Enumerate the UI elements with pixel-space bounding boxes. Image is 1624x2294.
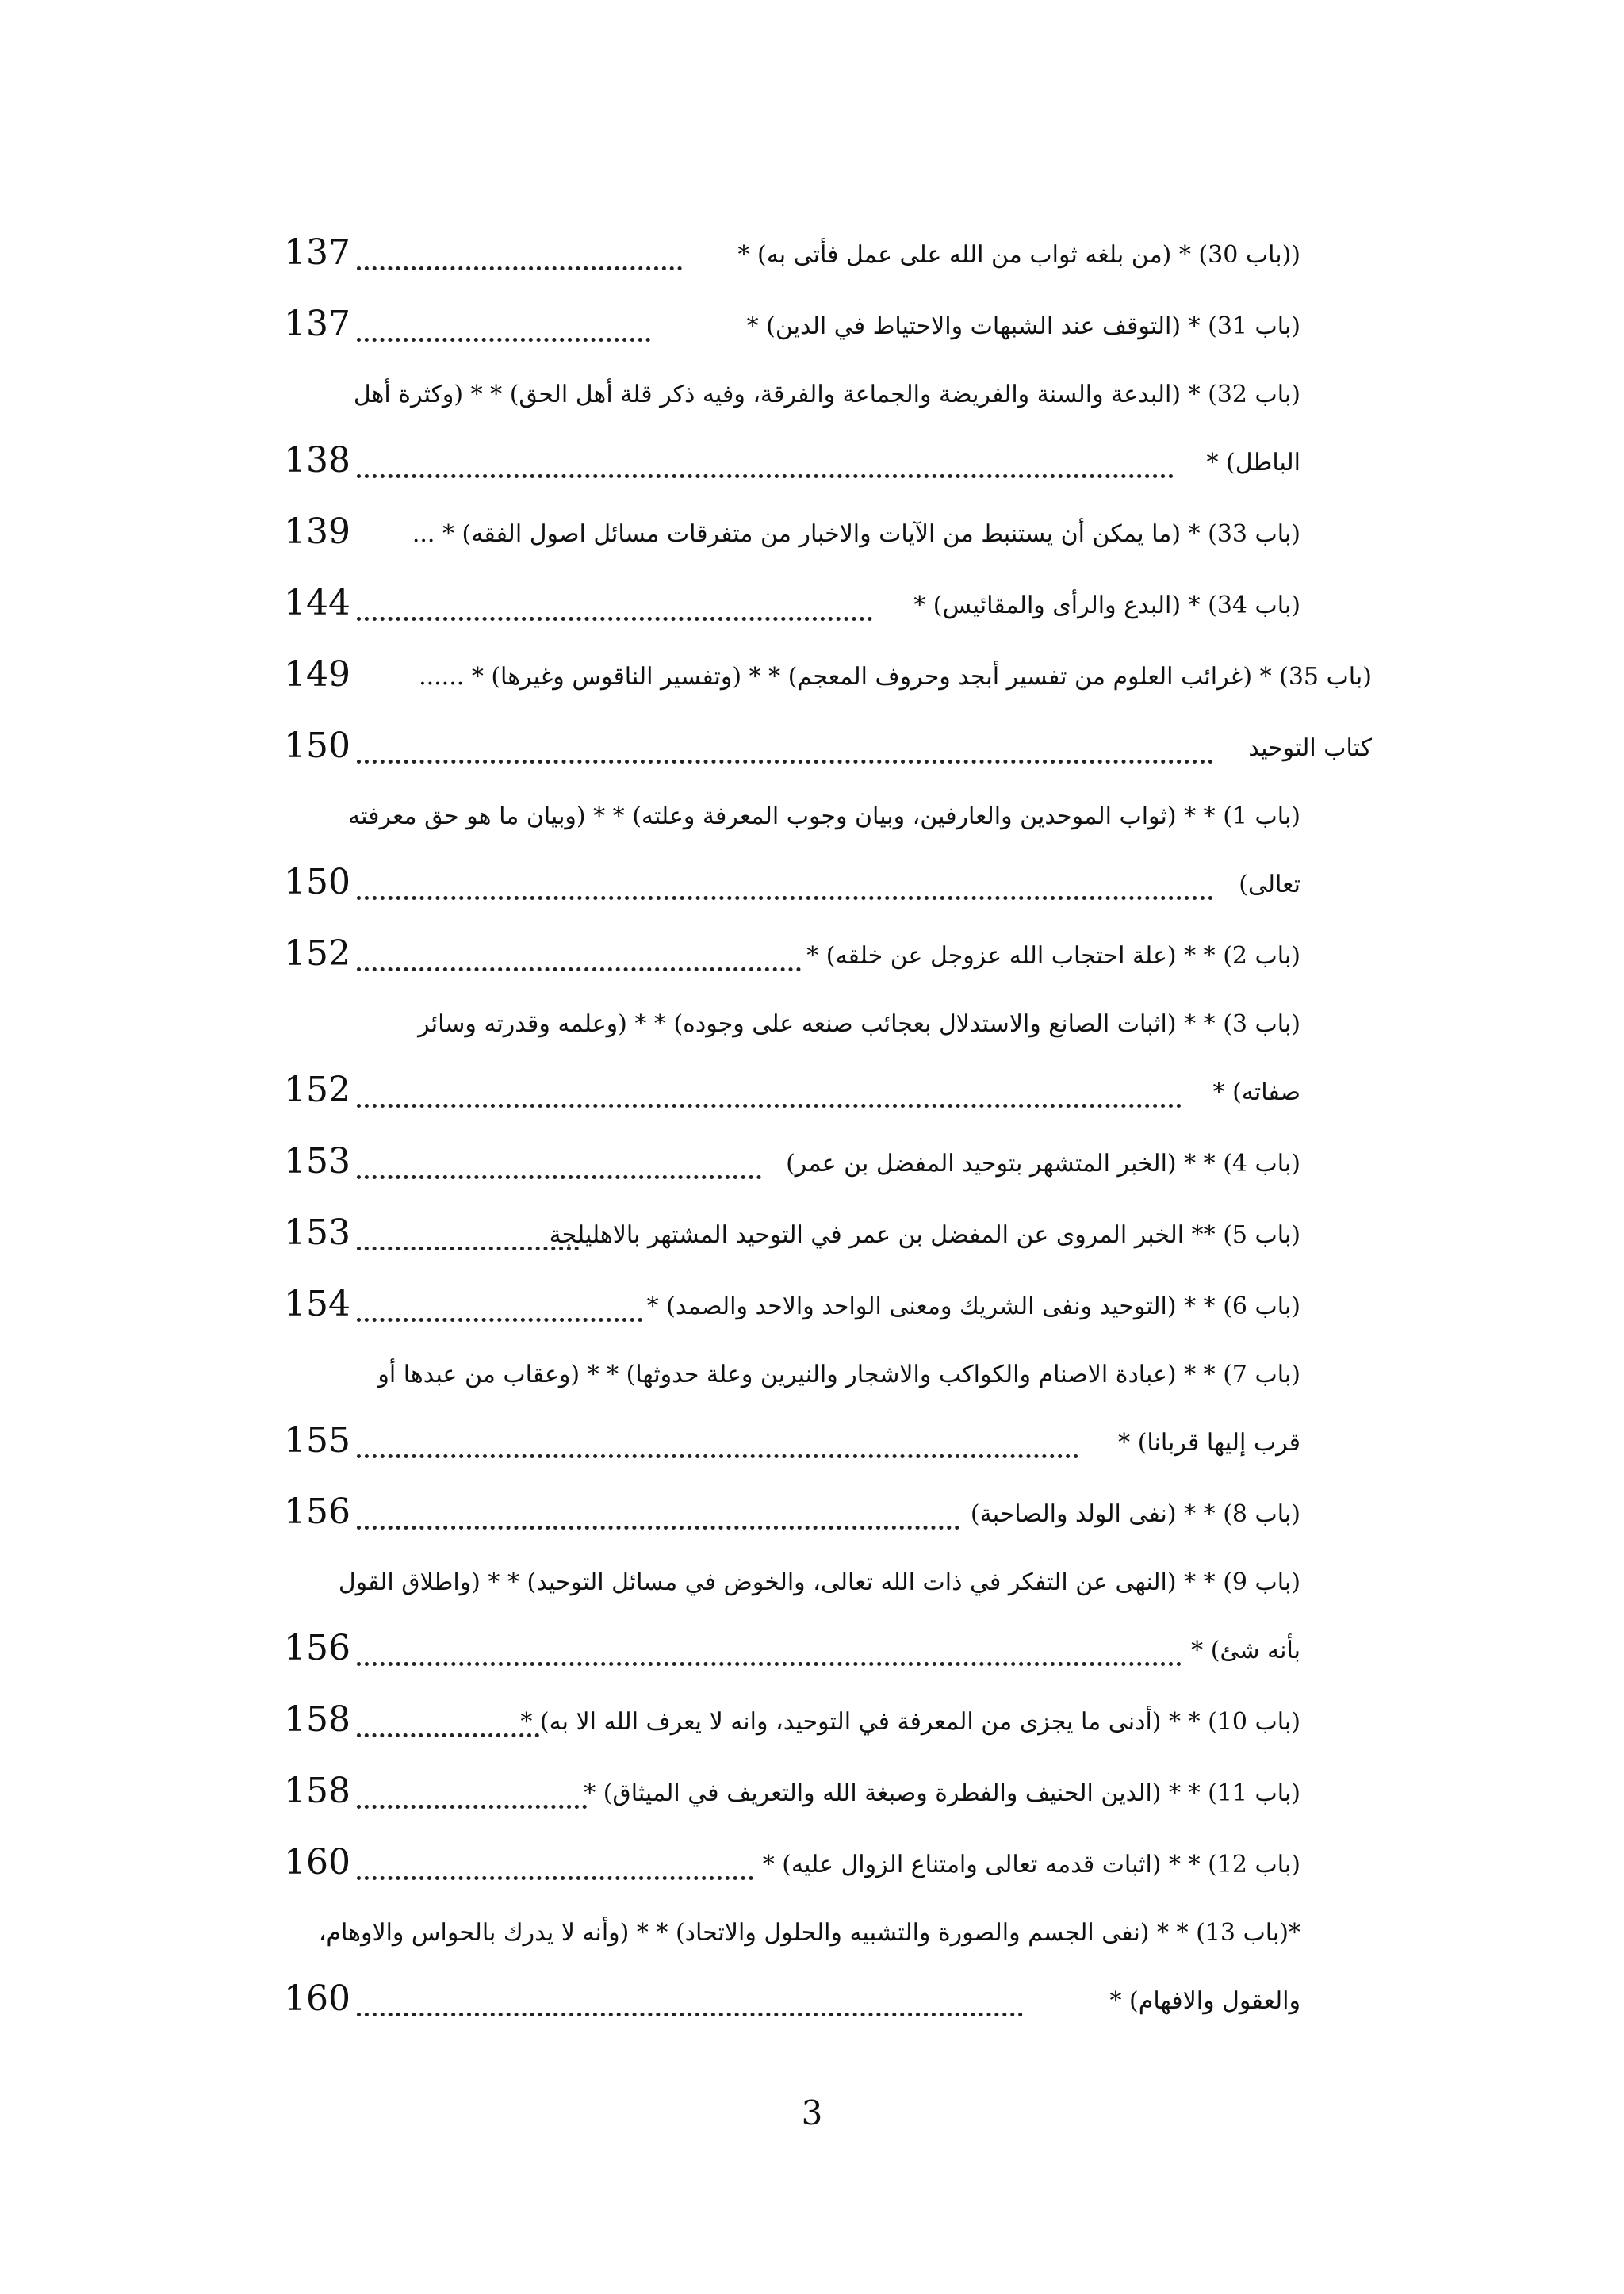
toc-entry-title: (باب 32) * (البدعة والسنة والفريضة والجماعة والفرقة، وفيه ذكر قلة أهل الحق) * * (وكثرة أهل	[353, 381, 1300, 408]
toc-entry-title: (باب 7) * * (عبادة الاصنام والكواكب والاشجار والنيرين وعلة حدوثها) * * (وعقاب من عبدها أو	[377, 1361, 1300, 1388]
toc-entry-title: (باب 6) * * (التوحيد ونفى الشريك ومعنى الواحد والاحد والصمد) *	[646, 1293, 1300, 1320]
toc-entry[interactable]	[278, 1691, 1340, 1762]
toc-entry-title: (باب 8) * * (نفى الولد والصاحبة)	[970, 1500, 1300, 1528]
toc-entry-title-cont: صفاته) *	[1212, 1078, 1300, 1106]
toc-line	[278, 1483, 1340, 1554]
toc-entry-title: كتاب التوحيد	[1248, 734, 1372, 762]
toc-entry-title: (باب 31) * (التوقف عند الشبهات والاحتياط في الدين) *	[746, 312, 1300, 340]
toc-page-number: 149	[284, 654, 350, 695]
toc-entry[interactable]	[278, 788, 1340, 925]
dot-leader	[357, 1805, 587, 1809]
toc-entry-title: ((باب 30) * (من بلغه ثواب من الله على عمل فأتى به) *	[737, 241, 1300, 269]
dot-leader	[357, 1662, 1182, 1666]
toc-entry[interactable]	[278, 1275, 1340, 1346]
toc-line	[278, 224, 1340, 295]
dot-leader	[357, 2013, 1023, 2016]
toc-line	[278, 1346, 1340, 1411]
dot-leader	[357, 1526, 959, 1530]
dot-leader	[357, 1733, 539, 1737]
toc-entry-title: (باب 35) * (غرائب العلوم من تفسير أبجد وحروف المعجم) * * (وتفسير الناقوس وغيرها) * ......	[419, 663, 1372, 691]
toc-entry-title: (باب 33) * (ما يمكن أن يستنبط من الآيات والاخبار من متفرقات مسائل اصول الفقه) * ...	[412, 520, 1300, 548]
toc-entry-title: (باب 2) * * (علة احتجاب الله عزوجل عن خلقه) *	[806, 942, 1300, 970]
toc-entry-title-cont: الباطل) *	[1206, 449, 1300, 477]
dot-leader	[357, 760, 1213, 764]
toc-line	[278, 1411, 1340, 1483]
dot-leader	[357, 1318, 642, 1322]
toc-entry[interactable]	[278, 1762, 1340, 1833]
toc-entry-title: (باب 10) * * (أدنى ما يجزى من المعرفة في التوحيد، وانه لا يعرف الله الا به) *	[520, 1708, 1300, 1736]
toc-entry[interactable]	[278, 1483, 1340, 1554]
toc-line	[278, 925, 1340, 996]
toc-line	[278, 295, 1340, 366]
toc-page-number: 152	[284, 933, 350, 974]
toc-page-number: 139	[284, 511, 350, 552]
toc-line	[278, 996, 1340, 1061]
dot-leader	[357, 896, 1213, 900]
toc-line	[278, 1833, 1340, 1905]
toc-line	[278, 366, 1340, 431]
toc-entry-title: *(باب 13) * * (نفى الجسم والصورة والتشبيه والحلول والاتحاد) * * (وأنه لا يدرك بالحواس والاوهام،	[318, 1919, 1300, 1947]
toc-page-number: 160	[284, 1978, 350, 2019]
dot-leader	[357, 1104, 1182, 1108]
toc-page-number: 137	[284, 232, 350, 273]
toc-entry[interactable]	[278, 366, 1340, 503]
toc-entry-title-cont: تعالى)	[1239, 871, 1300, 898]
dot-leader	[357, 338, 650, 342]
toc-page-number: 138	[284, 440, 350, 481]
toc-page-number: 156	[284, 1628, 350, 1668]
toc-page-number: 150	[284, 726, 350, 766]
toc-line	[278, 1762, 1340, 1833]
toc-line	[278, 1204, 1340, 1275]
toc-entry-title: (باب 11) * * (الدين الحنيف والفطرة وصبغة الله والتعريف في الميثاق) *	[584, 1779, 1300, 1807]
toc-entry[interactable]	[278, 717, 1372, 788]
toc-line	[278, 1061, 1340, 1132]
toc-entry[interactable]	[278, 925, 1340, 996]
toc-page-number: 160	[284, 1842, 350, 1882]
toc-entry-title-cont: بأنه شئ) *	[1191, 1637, 1300, 1664]
toc-entry[interactable]	[278, 1204, 1340, 1275]
toc-line	[278, 1275, 1340, 1346]
toc-entry-title-cont: قرب إليها قربانا) *	[1118, 1429, 1300, 1457]
page-number: 3	[801, 2093, 823, 2132]
dot-leader	[357, 1454, 1078, 1458]
toc-entry[interactable]	[278, 645, 1372, 717]
toc-entry-title: (باب 1) * * (ثواب الموحدين والعارفين، وبيان وجوب المعرفة وعلته) * * (وبيان ما هو حق معرفته	[348, 802, 1300, 830]
dot-leader	[357, 1247, 579, 1250]
toc-line	[278, 574, 1340, 645]
toc-entry-title: (باب 5) ** الخبر المروى عن المفضل بن عمر في التوحيد المشتهر بالاهليلجة	[549, 1221, 1300, 1249]
toc-line	[278, 717, 1372, 788]
toc-page-number: 137	[284, 304, 350, 344]
toc-entry[interactable]	[278, 574, 1340, 645]
toc-page-number: 158	[284, 1771, 350, 1811]
toc-entry-title: (باب 12) * * (اثبات قدمه تعالى وامتناع الزوال عليه) *	[762, 1851, 1300, 1878]
toc-entry[interactable]	[278, 996, 1340, 1132]
toc-page-number: 144	[284, 583, 350, 623]
toc-entry[interactable]	[278, 295, 1340, 366]
toc-entry[interactable]	[278, 503, 1340, 574]
toc-entry-title-cont: والعقول والافهام) *	[1109, 1987, 1300, 2015]
toc-page-number: 155	[284, 1420, 350, 1461]
toc-entry[interactable]	[278, 1132, 1340, 1204]
toc-entry[interactable]	[278, 1833, 1340, 1905]
toc-page-number: 154	[284, 1284, 350, 1324]
toc-entry-title: (باب 4) * * (الخبر المتشهر بتوحيد المفضل بن عمر)	[786, 1150, 1300, 1178]
dot-leader	[357, 967, 801, 971]
toc-page-number: 150	[284, 862, 350, 902]
toc-line	[278, 431, 1340, 503]
toc-line	[278, 1619, 1340, 1691]
dot-leader	[357, 1876, 753, 1880]
toc-page-number: 156	[284, 1492, 350, 1532]
toc-page-number: 153	[284, 1212, 350, 1253]
toc-entry[interactable]	[278, 1554, 1340, 1691]
toc-entry-title: (باب 9) * * (النهى عن التفكر في ذات الله تعالى، والخوض في مسائل التوحيد) * * (واطلاق القول	[338, 1568, 1300, 1596]
toc-line	[278, 503, 1340, 574]
toc-page-number: 158	[284, 1699, 350, 1740]
dot-leader	[357, 474, 1174, 478]
toc-entry[interactable]	[278, 224, 1340, 295]
toc-line	[278, 788, 1340, 853]
toc-line	[278, 1132, 1340, 1204]
dot-leader	[357, 1175, 761, 1179]
toc-entry[interactable]	[278, 1905, 1340, 2041]
toc-line	[278, 853, 1340, 925]
toc-line	[278, 1691, 1340, 1762]
dot-leader	[357, 617, 872, 621]
toc-entry[interactable]	[278, 1346, 1340, 1483]
table-of-contents	[278, 224, 1372, 2041]
toc-line	[278, 1905, 1340, 1970]
toc-line	[278, 1554, 1340, 1619]
toc-entry-title: (باب 34) * (البدع والرأى والمقائيس) *	[914, 592, 1300, 619]
toc-page-number: 152	[284, 1070, 350, 1110]
toc-entry-title: (باب 3) * * (اثبات الصانع والاستدلال بعجائب صنعه على وجوده) * * (وعلمه وقدرته وسائر	[418, 1010, 1300, 1038]
toc-line	[278, 1970, 1340, 2041]
dot-leader	[357, 266, 682, 270]
toc-line	[278, 645, 1372, 717]
toc-page-number: 153	[284, 1141, 350, 1181]
